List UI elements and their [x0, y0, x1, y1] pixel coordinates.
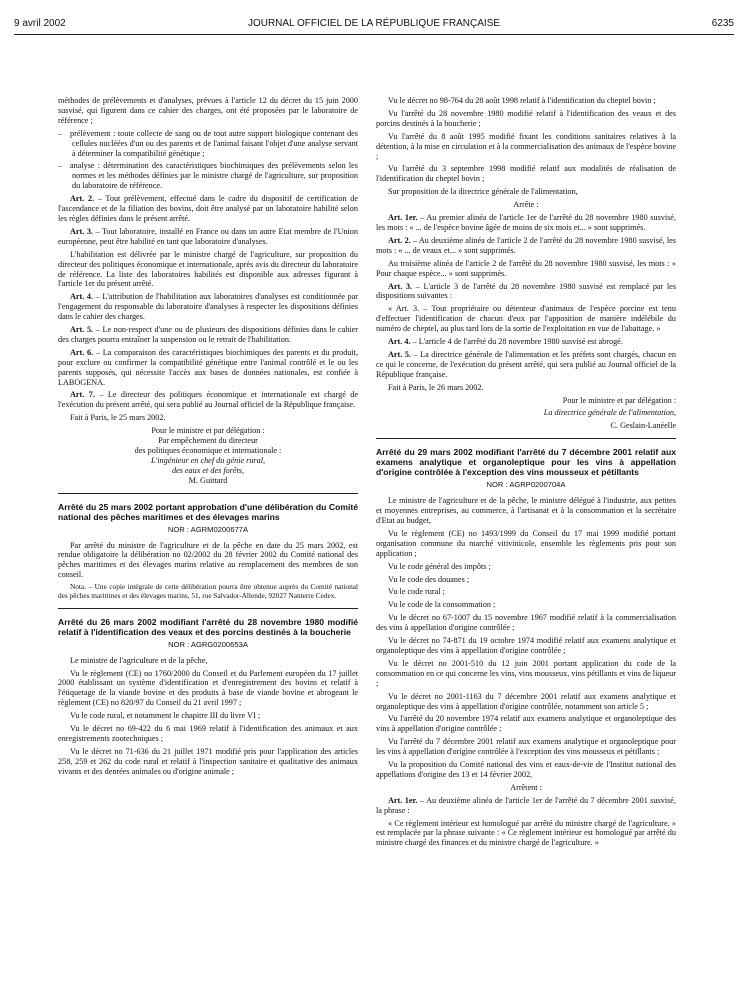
article-2 [58, 194, 358, 224]
decree-title: Arrêté du 25 mars 2002 portant approbation d'une délibération du Comité national des pêches maritimes et des élevages marins [58, 501, 358, 522]
article-label: Art. 1er. [388, 795, 418, 805]
paragraph: Vu le décret no 2001-510 du 12 juin 2001 portant application du code de la consommation en ce qui concerne les vins, vins mousseux, vins pétillants et vins de liqueur ; [376, 658, 676, 688]
article-label: Art. 6. [70, 347, 94, 357]
paragraph: Vu le décret no 98-764 du 28 août 1998 relatif à l'identification du cheptel bovin ; [388, 96, 656, 105]
paragraph: Vu le décret no 67-1007 du 15 novembre 1967 modifié relatif à la commercialisation des vins à appellation d'origine contrôlée ; [376, 613, 676, 633]
done-at: Fait à Paris, le 25 mars 2002. [70, 413, 166, 423]
article-text: – L'article 3 de l'arrêté du 28 novembre 1980 susvisé est remplacé par les dispositions suivantes : [376, 281, 677, 301]
article-4 [58, 292, 358, 322]
signatory-name: C. Geslain-Lanéelle [610, 421, 676, 431]
journal-title: JOURNAL OFFICIEL DE LA RÉPUBLIQUE FRANÇAISE [247, 18, 501, 29]
nor-reference: NOR : AGRM0200677A [167, 524, 249, 534]
enacting-word: Arrête : [513, 200, 539, 210]
paragraph: Par arrêté du ministre de l'agriculture et de la pêche en date du 25 mars 2002, est rendue obligatoire la délibération no 02/2002 du 28 février 2002 du Comité national des pêches maritimes et des élevages marins relative au remplacement des membres de son conseil. [58, 540, 358, 580]
decree-title: Arrêté du 26 mars 2002 modifiant l'arrêté du 28 novembre 1980 modifié relatif à l'identification des veaux et des porcins destinés à la boucherie [58, 616, 358, 637]
paragraph: Vu le décret no 71-636 du 21 juillet 1971 modifié pris pour l'application des articles 258, 259 et 262 du code rural et relatif à l'inspection sanitaire et qualitative des animaux vivants et des denrées animales ou d'origine animale ; [58, 746, 358, 776]
article-3 [376, 282, 676, 302]
article-text: – Le non-respect d'une ou de plusieurs des dispositions définies dans le cahier des charges pourra entraîner la suspension ou le retrait de l'habilitation. [58, 325, 358, 344]
article-text: – La directrice générale de l'alimentation et les préfets sont chargés, chacun en ce qui le concerne, de l'exécution du présent arrêté, qui sera publié au Journal officiel de la République française. [376, 349, 676, 379]
article-text: – Au deuxième alinéa de l'article 2 de l'arrêté du 28 novembre 1980 susvisé, les mots : « ... de veaux et... » sont supprimés. [376, 235, 676, 255]
signature-title: des eaux et des forêts, [171, 465, 245, 475]
signatory-name: M. Guittard [188, 475, 228, 485]
paragraph: Vu la proposition du Comité national des vins et eaux-de-vie de l'Institut national des appellations d'origine des 13 et 14 février 2002, [376, 760, 676, 779]
paragraph: Vu le code rural ; [388, 587, 445, 597]
issue-date: 9 avril 2002 [14, 18, 66, 29]
article-text: – Au premier alinéa de l'article 1er de l'arrêté du 28 novembre 1980 susvisé, les mots : « ... de l'espèce bovine âgée de moins de six mois et... » sont supprimés. [376, 213, 676, 232]
paragraph: Vu le décret no 74-871 du 19 octobre 1974 modifié relatif aux examens analytique et organoleptique des vins à appellation d'origine contrôlée ; [376, 636, 676, 655]
paragraph: Vu le code des douanes ; [388, 574, 470, 584]
left-column [58, 96, 358, 780]
article-text: – Au deuxième alinéa de l'article 1er de l'arrêté du 7 décembre 2001 susvisé, la phrase : [376, 795, 676, 815]
paragraph: Vu le règlement (CE) no 1493/1999 du Conseil du 17 mai 1999 modifié portant organisation commune du marché vitivinicole, ensemble les règlements pris pour son application ; [376, 528, 676, 558]
paragraph: Vu le code rural, et notamment le chapitre III du livre VI ; [70, 711, 261, 721]
article-7 [58, 390, 358, 410]
article-5 [376, 350, 676, 380]
signature-line: Pour le ministre et par délégation : [562, 395, 676, 405]
article-3 [58, 227, 358, 247]
header-rule [14, 34, 734, 35]
article-label: Art. 3. [388, 281, 413, 291]
note: Nota. – Une copie intégrale de cette délibération pourra être obtenue auprès du Comité national des pêches maritimes et des élevages marins, 51, rue Salvador-Allende, 92027 Nanterre Cedex. [58, 582, 358, 600]
article-2 [376, 236, 676, 256]
definition-text: analyse : détermination des caractéristiques biochimiques des prélèvements selon les normes et les méthodes définies par le ministre chargé de l'agriculture, sur proposition du laboratoire de référence. [70, 161, 358, 191]
article-1 [376, 213, 676, 233]
signature-title: La directrice générale de l'alimentation, [543, 408, 676, 418]
paragraph: Le ministre de l'agriculture et de la pêche, le ministre délégué à l'industrie, aux petites et moyennes entreprises, au commerce, à l'artisanat et à la consommation et la secrétaire d'Etat au budget, [376, 496, 676, 525]
paragraph: Vu l'arrêté du 28 novembre 1980 modifié relatif à l'identification des veaux et des porcins destinés à la boucherie ; [376, 108, 676, 128]
article-label: Art. 7. [70, 390, 95, 400]
article-text: – Le directeur des politiques économique et internationale est chargé de l'exécution du présent arrêté, qui sera publié au Journal officiel de la République française. [58, 390, 358, 410]
article-text: – Tout laboratoire, installé en France ou dans un autre Etat membre de l'Union européenne, peut être habilité en tant que laboratoire d'analyses. [58, 226, 358, 246]
paragraph: Vu le décret no 69-422 du 6 mai 1969 relatif à l'identification des animaux et aux enregistrements zootechniques ; [58, 724, 358, 743]
enacting-word: Arrêtent : [510, 782, 542, 792]
article-5 [58, 325, 358, 345]
page-number: 6235 [711, 18, 734, 29]
article-label: Art. 3. [70, 226, 93, 236]
definition-text: prélèvement : toute collecte de sang ou de tout autre support biologique contenant des cellules nucléées d'un ou des parents et de l'animal faisant l'objet d'une analyse servant à déterminer la compatibilité génétique ; [70, 128, 358, 158]
article-4 [376, 337, 676, 347]
paragraph: Vu le code de la consommation ; [388, 600, 496, 610]
article-text: – L'attribution de l'habilitation aux laboratoires d'analyses est conditionnée par l'engagement du responsable du laboratoire d'analyses à respecter les dispositions définies dans le cahier des charges. [58, 292, 359, 322]
article-text: – La comparaison des caractéristiques biochimiques des parents et du produit, pour exclure ou confirmer la compatibilité génétique entre l'animal contrôlé et le ou les parents supposés, qui nécessite l'accès aux bases de données nationales, est confiée à LABOGENA. [58, 347, 358, 387]
definition-item: – analyse : détermination des caractéristiques biochimiques des prélèvements selon les normes et les méthodes définies par le ministre chargé de l'agriculture, sur proposition du laboratoire de référence. [58, 161, 358, 191]
signature-title: L'ingénieur en chef du génie rural, [150, 455, 266, 465]
done-at: Fait à Paris, le 26 mars 2002. [388, 382, 484, 392]
section-rule [58, 608, 358, 609]
article-label: Art. 2. [388, 235, 411, 245]
right-column [376, 96, 676, 851]
definition-item: – prélèvement : toute collecte de sang ou de tout autre support biologique contenant des cellules nucléées d'un ou des parents et de l'animal faisant l'objet d'une analyse servant à déterminer la compatibilité génétique ; [58, 128, 358, 158]
paragraph: méthodes de prélèvements et d'analyses, prévues à l'article 12 du décret du 15 juin 2000 susvisé, qui figurent dans ce cahier des charges, ont été proposées par le laboratoire de référence ; [58, 96, 358, 125]
article-6 [58, 348, 358, 388]
article-label: Art. 4. [70, 292, 94, 302]
article-text: – Tout prélèvement, effectué dans le cadre du dispositif de certification de l'ascendance et de la filiation des bovins, doit être analysé par un laboratoire habilité selon les règles définies dans le présent arrêté. [58, 194, 358, 223]
paragraph: Sur proposition de la directrice générale de l'alimentation, [388, 187, 578, 197]
paragraph: Vu le code général des impôts ; [388, 561, 491, 571]
quoted-article: « Art. 3. – Tout propriétaire ou détenteur d'animaux de l'espèce porcine est tenu d'effectuer l'identification de chacun d'eux par l'apposition de manière indélébile du numéro de cheptel, au plus tard lors de la sortie de l'exploitation en vue de l'abattage. » [376, 304, 676, 334]
paragraph: Vu le décret no 2001-1163 du 7 décembre 2001 relatif aux examens analytique et organoleptique des vins à appellation d'origine contrôlée, notamment son article 5 ; [376, 691, 676, 711]
article-label: Art. 5. [388, 349, 411, 359]
decree-title: Arrêté du 29 mars 2002 modifiant l'arrêté du 7 décembre 2001 relatif aux examens analytique et organoleptique pour les vins à appellation d'origine contrôlée à l'exception des vins mousseux et pétillants [376, 447, 676, 478]
article-1 [376, 796, 676, 816]
article-label: Art. 5. [70, 325, 94, 335]
paragraph: Au troisième alinéa de l'article 2 de l'arrêté du 28 novembre 1980 susvisé, les mots : « Pour chaque espèce... » sont supprimés. [376, 258, 676, 278]
signature-line: Pour le ministre et par délégation : [151, 426, 265, 436]
article-text: – L'article 4 de l'arrêté du 28 novembre 1980 susvisé est abrogé. [410, 337, 623, 347]
section-rule [376, 438, 676, 439]
paragraph: Vu l'arrêté du 3 septembre 1998 modifié relatif aux modalités de réalisation de l'identification du cheptel bovin ; [376, 164, 676, 184]
running-header [14, 18, 734, 34]
paragraph: Vu le règlement (CE) no 1760/2000 du Conseil et du Parlement européen du 17 juillet 2000 établissant un système d'identification et d'enregistrement des bovins et relatif à l'étiquetage de la viande bovine et des produits à base de viande bovine et abrogeant le règlement (CE) no 820/97 du Conseil du 21 avril 1997 ; [58, 668, 358, 708]
paragraph: Le ministre de l'agriculture et de la pêche, [70, 655, 208, 665]
nor-reference: NOR : AGRP0200704A [486, 480, 566, 490]
paragraph: L'habilitation est délivrée par le ministre chargé de l'agriculture, sur proposition du directeur des politiques économique et internationale, après avis du directeur du laboratoire de référence. La liste des laboratoires habilités est disponible aux adresses figurant à l'article 1er du présent arrêté. [58, 249, 358, 289]
article-label: Art. 2. [70, 194, 95, 204]
section-rule [58, 493, 358, 494]
nor-reference: NOR : AGRG0200653A [168, 639, 248, 649]
signature-line: Par empêchement du directeur [158, 436, 258, 446]
article-label: Art. 1er. [388, 213, 418, 223]
paragraph: Vu l'arrêté du 7 décembre 2001 relatif aux examens analytique et organoleptique pour les vins à appellation d'origine contrôlée à l'exception des vins mousseux et pétillants ; [376, 737, 676, 757]
quoted-text: « Ce règlement intérieur est homologué par arrêté du ministre chargé de l'agriculture. » est remplacée par la phrase suivante : « Ce règlement intérieur est homologué par arrêté du ministre chargé des finances et du ministre chargé de l'agriculture. » [376, 818, 676, 848]
paragraph: Vu l'arrêté du 8 août 1995 modifié fixant les conditions sanitaires relatives à la détention, à la mise en circulation et à la commercialisation des animaux de l'espèce bovine ; [376, 131, 676, 161]
signature-line: des politiques économique et internationale : [134, 446, 282, 455]
paragraph: Vu l'arrêté du 20 novembre 1974 relatif aux examens analytique et organoleptique des vins à appellation d'origine contrôlée ; [376, 714, 676, 734]
article-label: Art. 4. [388, 337, 411, 347]
